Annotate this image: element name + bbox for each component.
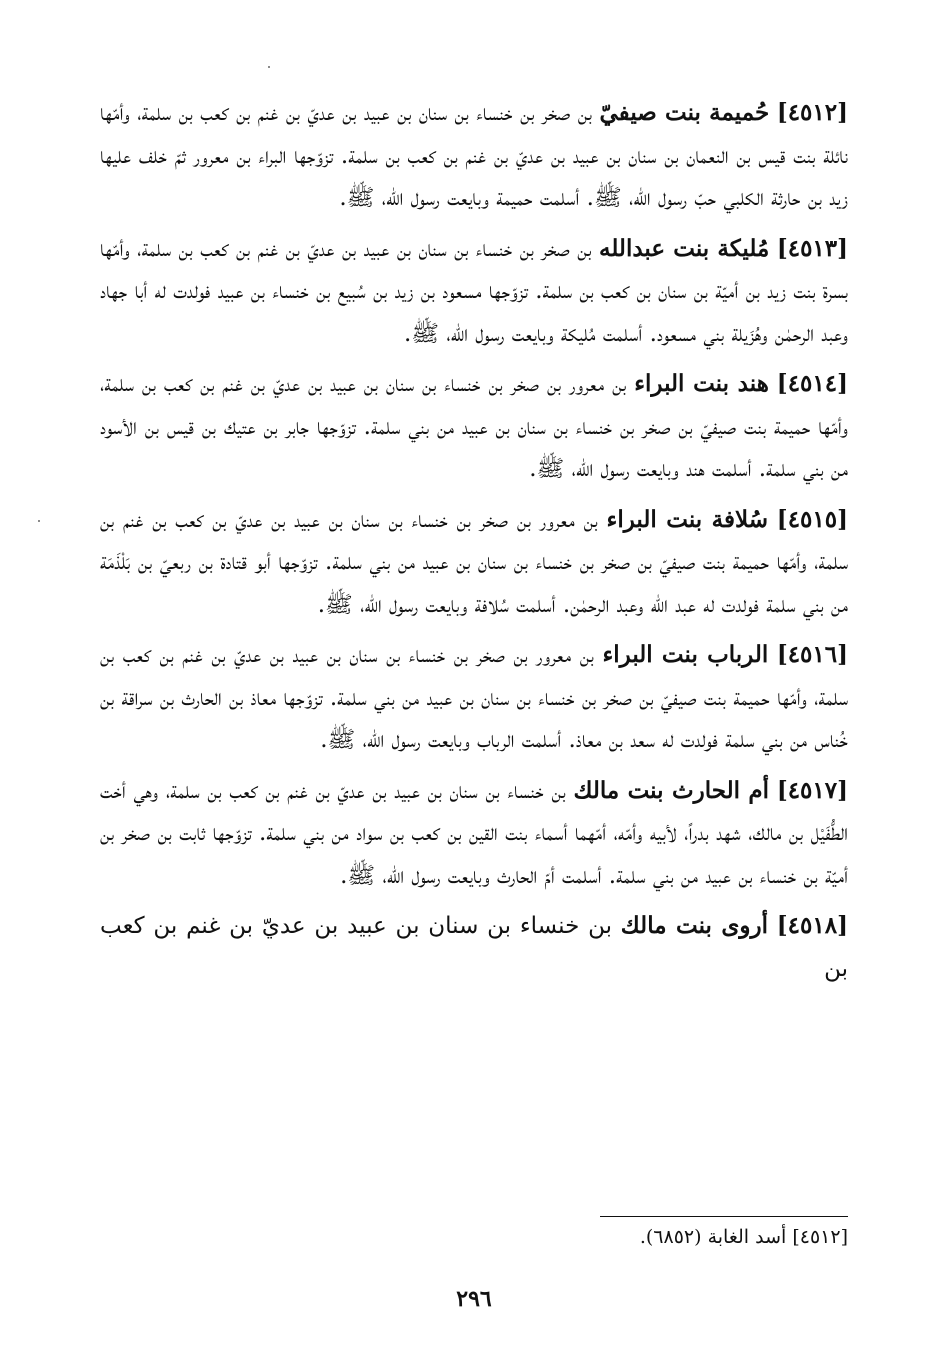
entry-number: [٤٥١٧] <box>776 776 849 804</box>
scan-speck <box>268 66 270 68</box>
entry-name: أروى بنت مالك <box>620 912 768 939</box>
entry-name: الرباب بنت البراء <box>602 641 769 668</box>
entry-number: [٤٥١٢] <box>776 99 849 126</box>
entry-text: بن خنساء بن سنان بن عبيد بن عديّ بن غنم بن كعب بن <box>100 913 848 982</box>
entry-text: بن معرور بن صخر بن خنساء بن سنان بن عبيد بن عديّ بن غنم بن كعب بن سلمة، وأمّها حميمة بنت صيفيّ بن صخر بن خنساء بن سنان بن عبيد من بني سلمة. تزوّجها معاذ بن الحارث بن سراقة بن خُناس من بني سلمة فولدت له سعد بن معاذ. أسلمت الرباب وبايعت رسول الله، ﷺ. <box>100 642 848 753</box>
page-number: ٢٩٦ <box>456 1286 492 1312</box>
entry-text: بن معرور بن صخر بن خنساء بن سنان بن عبيد بن عديّ بن غنم بن كعب بن سلمة، وأمّها حميمة بنت صيفيّ بن صخر بن خنساء بن سنان بن عبيد من بني سلمة. تزوّجها جابر بن عتيك بن قيس بن الأسود من بني سلمة. أسلمت هند وبايعت رسول الله، ﷺ. <box>100 371 848 482</box>
entry-text: بن معرور بن صخر بن خنساء بن سنان بن عبيد بن عديّ بن كعب بن غنم بن سلمة، وأمّها حميمة بنت صيفيّ بن صخر بن خنساء بن سنان بن عبيد من بني سلمة. تزوّجها أبو قتادة بن ربعيّ بن بَلْذَمَة من بني سلمة فولدت له عبد الله وعبد الرحمٰن. أسلمت سُلافة وبايعت رسول الله، ﷺ. <box>100 506 848 618</box>
entry-number: [٤٥١٨] <box>776 912 848 939</box>
entry-name: هند بنت البراء <box>634 370 769 397</box>
entry-text: بن صخر بن خنساء بن سنان بن عبيد بن عديّ بن غنم بن كعب بن سلمة، وأمّها نائلة بنت قيس بن النعمان بن سنان بن عبيد بن عديّ بن غنم بن كعب بن سلمة. تزوّجها البراء بن معرور ثمّ خلف عليها زيد بن حارثة الكلبي حبّ رسول الله، ﷺ. أسلمت حميمة وبايعت رسول الله، ﷺ. <box>100 100 848 211</box>
footnote: [٤٥١٢] أسد الغابة (٦٨٥٢). <box>639 1226 848 1248</box>
entry-name: مُليكة بنت عبدالله <box>598 234 770 262</box>
entry-4515 <box>100 499 848 627</box>
entry-4512 <box>100 92 848 220</box>
entry-name: حُميمة بنت صيفيّ <box>599 99 770 126</box>
page-body <box>100 92 848 998</box>
entry-name: أم الحارث بنت مالك <box>573 776 770 804</box>
entry-4516 <box>100 634 848 762</box>
entry-number: [٤٥١٥] <box>776 505 848 533</box>
entry-text: بن صخر بن خنساء بن سنان بن عبيد بن عديّ بن غنم بن كعب بن سلمة، وأمّها بسرة بنت زيد بن أميّة بن سنان بن كعب بن سلمة. تزوّجها مسعود بن زيد بن سُبيع بن خنساء بن عبيد فولدت له أبا جهاد وعبد الرحمٰن وهُزَيلة بني مسعود. أسلمت مُليكة وبايعت رسول الله، ﷺ. <box>100 235 848 347</box>
entry-4518 <box>100 905 848 990</box>
entry-text: بن خنساء بن سنان بن عبيد بن عديّ بن غنم بن كعب بن سلمة، وهي أخت الطُّفَيْل بن مالك، شهد بدراً، لأبيه وأمّه، أمّهما أسماء بنت القين بن كعب بن سواد من بني سلمة. تزوّجها ثابت بن صخر بن أميّة بن خنساء بن عبيد من بني سلمة. أسلمت أمّ الحارث وبايعت رسول الله، ﷺ. <box>100 777 848 889</box>
entry-4517 <box>100 770 848 898</box>
scan-speck <box>38 520 40 522</box>
entry-4513 <box>100 228 848 356</box>
footnote-divider <box>600 1216 848 1217</box>
entry-name: سُلافة بنت البراء <box>606 505 768 533</box>
entry-number: [٤٥١٦] <box>776 641 849 668</box>
entry-number: [٤٥١٤] <box>776 370 848 397</box>
entry-number: [٤٥١٣] <box>776 234 849 262</box>
entry-4514 <box>100 363 848 491</box>
